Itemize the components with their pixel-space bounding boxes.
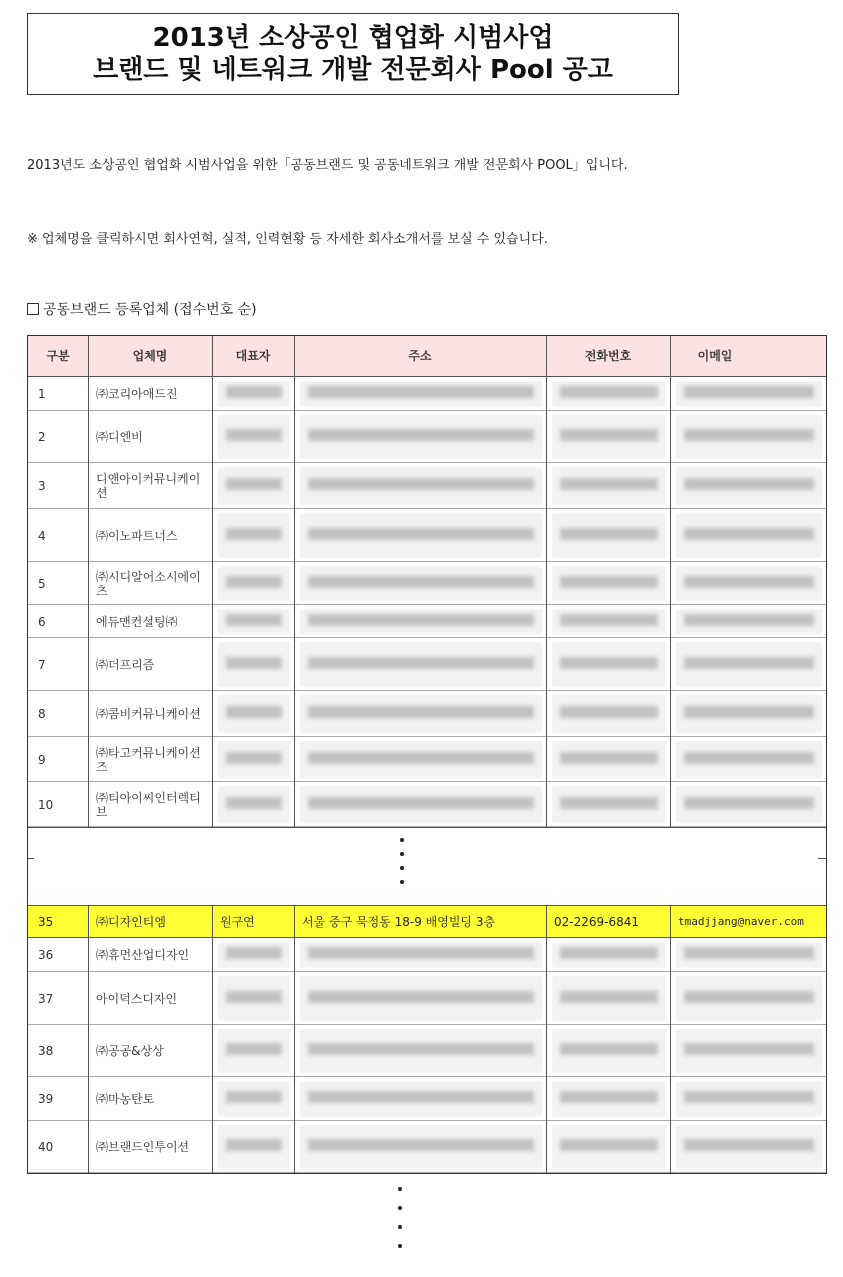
blurred-email — [676, 1081, 822, 1117]
blurred-phone — [552, 786, 666, 823]
header-phone: 전화번호 — [584, 349, 632, 363]
blurred-ceo — [218, 942, 290, 968]
row-ceo: 원구연 — [220, 915, 255, 929]
blurred-ceo — [218, 381, 290, 407]
checkbox-icon — [27, 303, 39, 315]
blurred-address — [300, 1029, 542, 1073]
row-num: 5 — [38, 576, 46, 591]
blurred-address — [300, 609, 542, 634]
blurred-email — [676, 381, 822, 407]
row-num: 9 — [38, 752, 46, 767]
section-label-text: 공동브랜드 등록업체 (접수번호 순) — [43, 302, 257, 318]
blurred-phone — [552, 1081, 666, 1117]
company-link[interactable]: ㈜타고커뮤니케이션즈 — [96, 745, 201, 774]
blurred-phone — [552, 642, 666, 687]
blurred-email — [676, 609, 822, 634]
table-row — [28, 377, 826, 411]
blurred-email — [676, 1029, 822, 1073]
row-num: 38 — [38, 1044, 54, 1058]
company-link[interactable]: ㈜공공&상상 — [96, 1044, 164, 1058]
company-link[interactable]: ㈜디자인티엠 — [96, 915, 166, 929]
row-num: 8 — [38, 707, 46, 721]
company-link[interactable]: ㈜시디알어소시에이츠 — [96, 569, 201, 598]
blurred-phone — [552, 695, 666, 733]
blurred-address — [300, 695, 542, 733]
blurred-address — [300, 566, 542, 601]
blurred-ceo — [218, 642, 290, 687]
company-link[interactable]: 디앤아이커뮤니케이션 — [96, 472, 201, 500]
ellipsis-dot — [400, 880, 404, 884]
blurred-ceo — [218, 1081, 290, 1117]
ellipsis-dot — [398, 1225, 402, 1229]
row-num: 37 — [38, 991, 54, 1006]
blurred-address — [300, 741, 542, 778]
blurred-email — [676, 467, 822, 505]
blurred-ceo — [218, 566, 290, 601]
blurred-ceo — [218, 786, 290, 823]
blurred-email — [676, 415, 822, 459]
blurred-phone — [552, 976, 666, 1021]
row-num: 40 — [38, 1140, 54, 1154]
table-header — [28, 336, 826, 377]
company-link[interactable]: ㈜디엔비 — [96, 430, 143, 444]
blurred-phone — [552, 1125, 666, 1169]
blurred-ceo — [218, 1125, 290, 1169]
ellipsis-dot — [400, 866, 404, 870]
blurred-email — [676, 786, 822, 823]
company-link[interactable]: ㈜콤비커뮤니케이션 — [96, 707, 201, 721]
ellipsis-dot — [398, 1244, 402, 1248]
company-link[interactable]: ㈜더프리즘 — [96, 657, 155, 672]
row-phone: 02-2269-6841 — [554, 914, 640, 929]
blurred-email — [676, 741, 822, 778]
table-row — [28, 737, 826, 782]
blurred-email — [676, 695, 822, 733]
row-num: 36 — [38, 948, 54, 962]
blurred-address — [300, 1081, 542, 1117]
title-box — [27, 13, 679, 95]
page-title-line1: 2013년 소상공인 협업화 시범사업 — [152, 23, 554, 53]
blurred-phone — [552, 415, 666, 459]
row-num: 6 — [38, 614, 46, 629]
blurred-phone — [552, 467, 666, 505]
page-title-line2: 브랜드 및 네트워크 개발 전문회사 Pool 공고 — [93, 55, 613, 85]
blurred-email — [676, 976, 822, 1021]
blurred-ceo — [218, 741, 290, 778]
blurred-address — [300, 642, 542, 687]
note-text: ※ 업체명을 클릭하시면 회사연혁, 실적, 인력현황 등 자세한 회사소개서를 보실 수 있습니다. — [27, 232, 548, 247]
company-link[interactable]: 아이덕스디자인 — [96, 991, 178, 1006]
blurred-phone — [552, 1029, 666, 1073]
row-num: 3 — [38, 479, 46, 493]
ellipsis-dot — [398, 1206, 402, 1210]
blurred-email — [676, 566, 822, 601]
table-row — [28, 1025, 826, 1077]
row-address: 서울 중구 묵정동 18-9 배영빌딩 3층 — [302, 915, 496, 929]
row-num: 10 — [38, 797, 54, 812]
row-num: 35 — [38, 914, 54, 929]
blurred-ceo — [218, 513, 290, 558]
table-row — [28, 562, 826, 605]
company-link[interactable]: ㈜티아이씨인터렉티브 — [96, 790, 201, 819]
row-email: tmadjjang@naver.com — [678, 915, 804, 928]
blurred-phone — [552, 741, 666, 778]
header-address: 주소 — [408, 349, 432, 363]
blurred-ceo — [218, 976, 290, 1021]
blurred-address — [300, 786, 542, 823]
blurred-ceo — [218, 695, 290, 733]
row-num: 2 — [38, 430, 46, 444]
table-row — [28, 691, 826, 737]
blurred-email — [676, 942, 822, 968]
table-row — [28, 1077, 826, 1121]
company-link[interactable]: ㈜마농탄토 — [96, 1092, 155, 1106]
company-link[interactable]: ㈜이노파트너스 — [96, 528, 178, 543]
blurred-phone — [552, 381, 666, 407]
blurred-address — [300, 1125, 542, 1169]
blurred-phone — [552, 609, 666, 634]
table-row — [28, 938, 826, 972]
row-num: 4 — [38, 528, 46, 543]
blurred-address — [300, 415, 542, 459]
blurred-phone — [552, 566, 666, 601]
table-row — [28, 782, 826, 827]
blurred-address — [300, 942, 542, 968]
table-row-highlight — [28, 905, 826, 938]
blurred-email — [676, 642, 822, 687]
table-gap — [28, 827, 826, 905]
blurred-ceo — [218, 467, 290, 505]
blurred-ceo — [218, 1029, 290, 1073]
blurred-email — [676, 1125, 822, 1169]
company-link[interactable]: ㈜브랜드인투이션 — [96, 1140, 190, 1154]
ellipsis-dot — [400, 852, 404, 856]
header-num: 구분 — [46, 349, 70, 363]
blurred-address — [300, 381, 542, 407]
header-ceo: 대표자 — [235, 349, 271, 363]
header-email: 이메일 — [697, 349, 733, 363]
blurred-ceo — [218, 609, 290, 634]
ellipsis-dot — [398, 1187, 402, 1191]
blurred-phone — [552, 942, 666, 968]
row-num: 1 — [38, 387, 46, 401]
table-row — [28, 1121, 826, 1173]
row-num: 39 — [38, 1092, 54, 1106]
company-link[interactable]: ㈜코리아애드진 — [96, 387, 178, 401]
table-row — [28, 638, 826, 691]
blurred-address — [300, 467, 542, 505]
table-row — [28, 411, 826, 463]
blurred-ceo — [218, 415, 290, 459]
blurred-phone — [552, 513, 666, 558]
blurred-address — [300, 513, 542, 558]
company-link[interactable]: 에듀맨컨설팅㈜ — [96, 614, 178, 629]
table-row — [28, 605, 826, 638]
table-row — [28, 509, 826, 562]
table-row — [28, 972, 826, 1025]
header-company: 업체명 — [132, 349, 168, 363]
ellipsis-dot — [400, 838, 404, 842]
row-num: 7 — [38, 657, 46, 672]
company-link[interactable]: ㈜휴먼산업디자인 — [96, 948, 190, 962]
section-label — [27, 299, 257, 319]
blurred-email — [676, 513, 822, 558]
company-table — [27, 335, 827, 1174]
intro-text: 2013년도 소상공인 협업화 시범사업을 위한「공동브랜드 및 공동네트워크 개발 전문회사 POOL」입니다. — [27, 158, 628, 173]
blurred-address — [300, 976, 542, 1021]
table-row — [28, 463, 826, 509]
